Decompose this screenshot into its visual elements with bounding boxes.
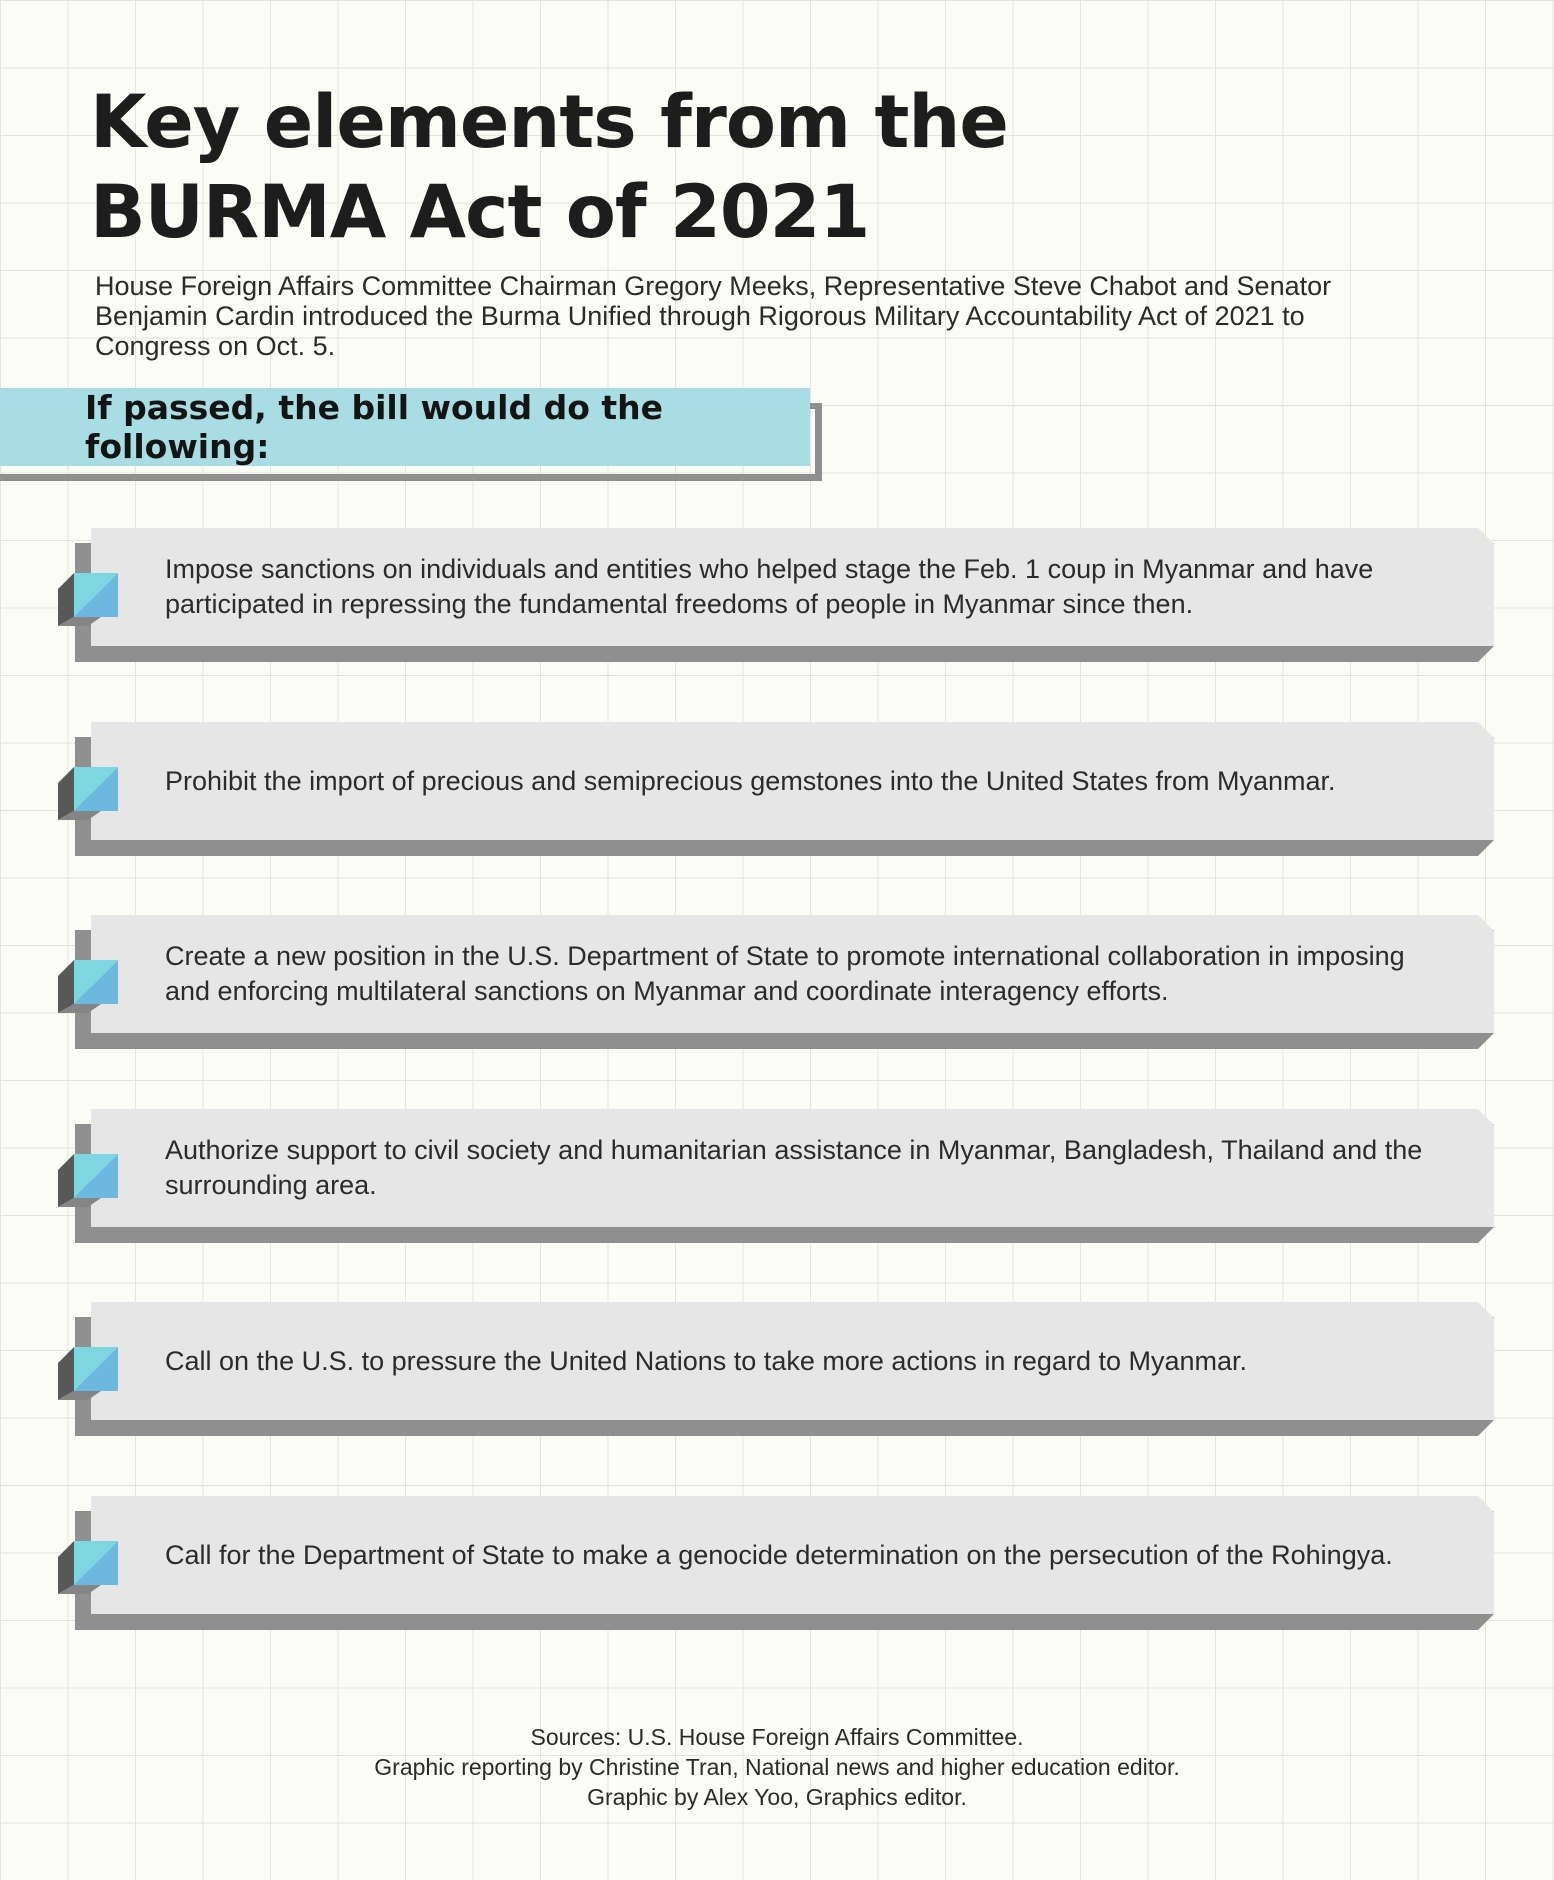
- list-item: [58, 1496, 1494, 1630]
- item-text: Impose sanctions on individuals and entities who helped stage the Feb. 1 coup in Myanmar and have participated in repressing the fundamental freedoms of people in Myanmar since then.: [165, 554, 1374, 619]
- 3d-cube-bullet-icon: [58, 1532, 120, 1594]
- intro-paragraph: House Foreign Affairs Committee Chairman Gregory Meeks, Representative Steve Chabot and Senator Benjamin Cardin introduced the Burma Unified through Rigorous Military Accountability Act of 2021 to Congress on Oct. 5.: [95, 271, 1332, 361]
- title-line-2: BURMA Act of 2021: [90, 170, 870, 255]
- graphic-credit: Graphic by Alex Yoo, Graphics editor.: [587, 1784, 967, 1810]
- reporting-credit: Graphic reporting by Christine Tran, National news and higher education editor.: [374, 1754, 1180, 1780]
- list-item: [58, 1302, 1494, 1436]
- credits-footer: [0, 1722, 1554, 1812]
- 3d-cube-bullet-icon: [58, 564, 120, 626]
- sources-line: Sources: U.S. House Foreign Affairs Committee.: [530, 1724, 1024, 1750]
- title-line-1: Key elements from the: [90, 80, 1008, 165]
- 3d-cube-bullet-icon: [58, 1145, 120, 1207]
- list-item: [58, 722, 1494, 856]
- list-item: [58, 1109, 1494, 1243]
- item-text: Create a new position in the U.S. Department of State to promote international collaboration in imposing and enforcing multilateral sanctions on Myanmar and coordinate interagency efforts.: [165, 941, 1405, 1006]
- list-item: [58, 915, 1494, 1049]
- 3d-cube-bullet-icon: [58, 758, 120, 820]
- page-title: [90, 78, 1390, 258]
- section-banner: [0, 388, 810, 466]
- 3d-cube-bullet-icon: [58, 1338, 120, 1400]
- 3d-cube-bullet-icon: [58, 951, 120, 1013]
- item-text: Call on the U.S. to pressure the United Nations to take more actions in regard to Myanmar.: [165, 1345, 1248, 1376]
- item-text: Prohibit the import of precious and semiprecious gemstones into the United States from Myanmar.: [165, 765, 1336, 796]
- list-item: [58, 528, 1494, 662]
- item-text: Authorize support to civil society and humanitarian assistance in Myanmar, Bangladesh, Thailand and the surrounding area.: [165, 1135, 1423, 1200]
- item-text: Call for the Department of State to make a genocide determination on the persecution of the Rohingya.: [165, 1539, 1393, 1570]
- banner-heading: If passed, the bill would do the following:: [85, 388, 664, 466]
